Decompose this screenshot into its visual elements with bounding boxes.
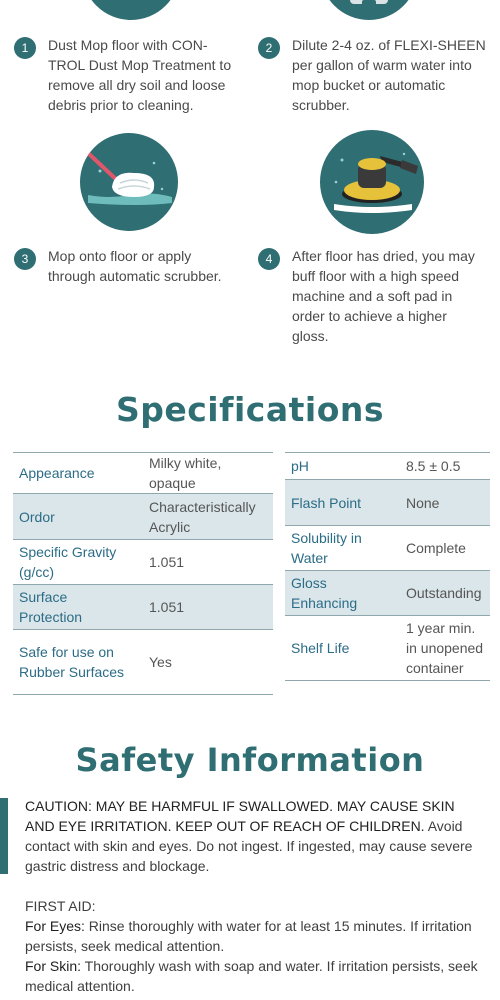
step-1: [14, 35, 244, 115]
first-aid-skin: [25, 956, 485, 996]
spec-row: [13, 494, 273, 540]
spec-row: [13, 453, 273, 494]
spec-value: Characteristically Acrylic: [143, 494, 273, 540]
spec-row: [13, 585, 273, 630]
spec-row: [285, 526, 490, 571]
spec-value: 1.051: [143, 585, 273, 630]
spec-value: Outstanding: [400, 571, 490, 616]
specifications-heading: Specifications: [115, 390, 385, 429]
spec-row: [285, 571, 490, 616]
step-text: Mop onto floor or apply through automatic scrubber.: [48, 248, 222, 284]
safety-heading: Safety Information: [75, 741, 425, 779]
spec-label: Shelf Life: [285, 616, 400, 681]
spec-row: [285, 616, 490, 681]
step-text: After floor has dried, you may buff floor with a high speed machine and a soft pad in order to achieve a higher gloss.: [292, 248, 475, 344]
spec-table-left: [13, 452, 273, 695]
dust-mop-icon: [82, 0, 180, 20]
eyes-text: Rinse thoroughly with water for at least 15 minutes. If irritation persists, seek medical attention.: [25, 918, 472, 954]
spec-row: [13, 540, 273, 585]
first-aid-eyes: [25, 916, 485, 956]
caution-accent-bar: [0, 798, 8, 874]
spec-value: 8.5 ± 0.5: [400, 453, 490, 480]
step-text: Dilute 2-4 oz. of FLEXI-SHEEN per gallon of warm water into mop bucket or automatic scrubber.: [292, 37, 486, 113]
step-3: [14, 246, 249, 286]
spec-value: 1 year min. in unopened container: [400, 616, 490, 681]
spec-value: Complete: [400, 526, 490, 571]
first-aid: [25, 896, 485, 996]
caution-instructions: Avoid contact with skin and eyes. Do not ingest. If ingested, may cause severe gastric distress and blockage.: [25, 818, 473, 874]
first-aid-heading: FIRST AID:: [25, 898, 96, 914]
spec-label: Flash Point: [285, 480, 400, 526]
spec-value: None: [400, 480, 490, 526]
eyes-label: For Eyes:: [25, 918, 85, 934]
caution-text: [25, 796, 485, 876]
spec-value: Yes: [143, 630, 273, 695]
spec-label: Safe for use on Rubber Surfaces: [13, 630, 143, 695]
spec-label: Gloss Enhancing: [285, 571, 400, 616]
step-number: 4: [258, 248, 280, 270]
spec-value: Milky white, opaque: [143, 453, 273, 494]
spec-label: Specific Gravity (g/cc): [13, 540, 143, 585]
bucket-icon: [320, 0, 418, 20]
skin-text: Thoroughly wash with soap and water. If irritation persists, seek medical attention.: [25, 958, 478, 994]
step-number: 3: [14, 248, 36, 270]
floor-buffer-icon: [320, 130, 424, 234]
spec-row: [285, 480, 490, 526]
step-2: [258, 35, 493, 115]
step-4: [258, 246, 493, 346]
spec-label: Ordor: [13, 494, 143, 540]
caution-warning: CAUTION: MAY BE HARMFUL IF SWALLOWED. MAY CAUSE SKIN AND EYE IRRITATION. KEEP OUT OF REACH OF CHILDREN.: [25, 798, 455, 834]
spec-table-right: [285, 452, 490, 681]
step-number: 2: [258, 37, 280, 59]
spec-label: Appearance: [13, 453, 143, 494]
skin-label: For Skin:: [25, 958, 82, 974]
spec-label: pH: [285, 453, 400, 480]
spec-row: [13, 630, 273, 695]
spec-label: Surface Protection: [13, 585, 143, 630]
mop-icon: [80, 133, 178, 231]
spec-label: Solubility in Water: [285, 526, 400, 571]
step-number: 1: [14, 37, 36, 59]
spec-row: [285, 453, 490, 480]
spec-value: 1.051: [143, 540, 273, 585]
step-text: Dust Mop floor with CON- TROL Dust Mop Treatment to remove all dry soil and loose debris prior to cleaning.: [48, 37, 232, 113]
